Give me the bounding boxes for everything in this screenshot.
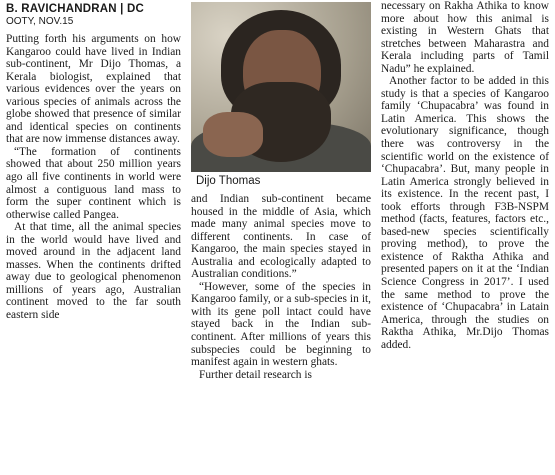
- paragraph: Another factor to be added in this study is that a species of Kangaroo family ‘Chupacabra’ was found in Latin America. This shows the evolutionary significance, though there was controversy in the scientific world on the existence of ‘Chupacabra’. But, many people in Latin America strongly believed in its existence. In the recent past, I took efforts through F3B-NSPM method (facts, features, factors etc., based-new species scientifically proving method), to prove the existence of Raktha Athika and presented papers on it at the ‘Indian Science Congress in 2017’. I used the same method to prove the existence of ‘Chupacabra’ in Latain America, through the studies on Raktha Athika, Mr.Dijo Thomas added.: [381, 75, 549, 351]
- photo-caption: Dijo Thomas: [196, 175, 261, 187]
- portrait-photo: [191, 2, 371, 172]
- article-column-2: [191, 193, 371, 381]
- article-column-3: [381, 0, 549, 351]
- paragraph: and Indian sub-continent became housed in the middle of Asia, which made many animal species move to different continents. In case of Kangaroo, the main species stayed in Australia and ecologically adapted to Australian conditions.”: [191, 193, 371, 281]
- paragraph: At that time, all the animal species in the world would have lived and moved around in the adjacent land masses. When the continents drifted away due to geological phenomenon millions of years ago, Australian continent moved to the far south eastern side: [6, 221, 181, 322]
- paragraph: necessary on Rakha Athika to know more about how this animal is existing in Western Ghats that stretches between Maharastra and Kerala including parts of Tamil Nadu” he explained.: [381, 0, 549, 75]
- paragraph: Putting forth his arguments on how Kangaroo could have lived in Indian sub-continent, Mr Dijo Thomas, a Kerala biologist, explained that various evidences over the years on various species of animals across the globe showed that presence of similar and identical species on continents that are now immense distances away.: [6, 33, 181, 146]
- paragraph: “The formation of continents showed that about 250 million years ago all five continents in world were almost a contiguous land mass to form the super continent which is otherwise called Pangea.: [6, 145, 181, 221]
- paragraph: “However, some of the species in Kangaroo family, or a sub-species in it, with its gene poll intact could have stayed back in the Indian sub-continent. After millions of years this subspecies could be beginning to manifest again in western ghats.: [191, 280, 371, 369]
- article-column-1: [6, 0, 181, 322]
- byline: B. RAVICHANDRAN | DC: [6, 3, 144, 15]
- paragraph: Further detail research is: [199, 368, 312, 381]
- dateline: OOTY, NOV.15: [6, 16, 74, 27]
